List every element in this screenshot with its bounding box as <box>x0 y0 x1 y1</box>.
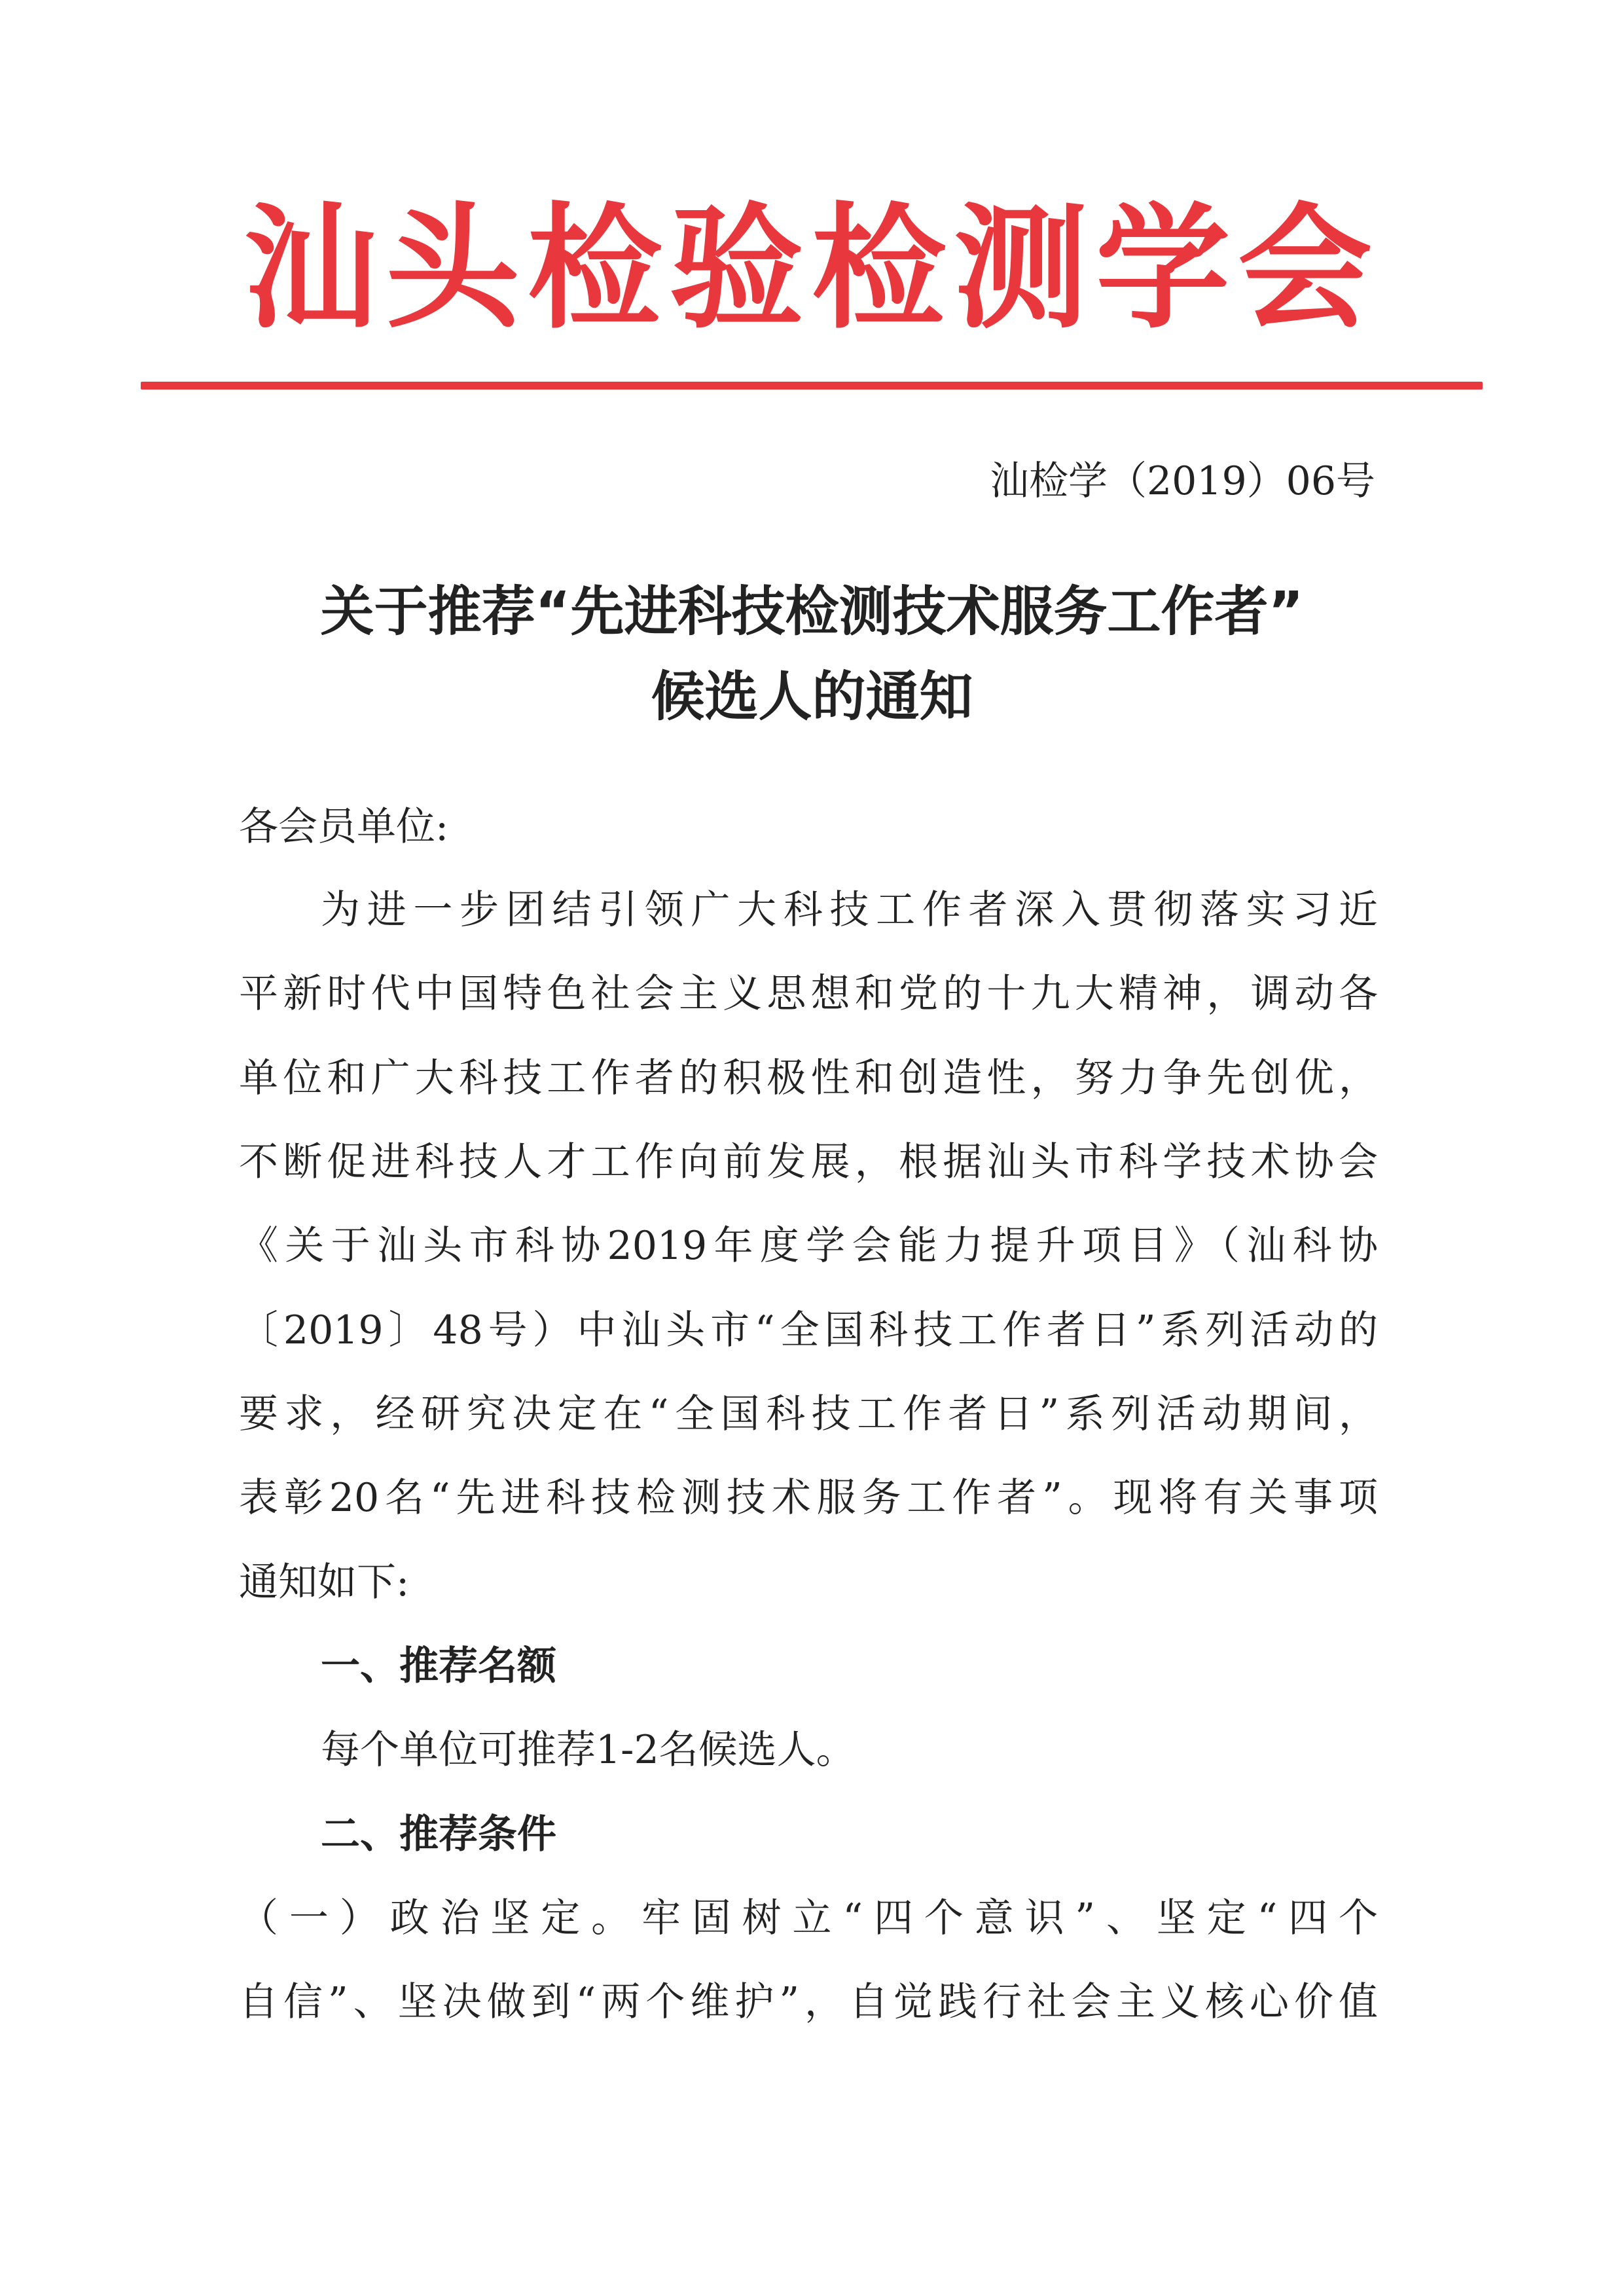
letterhead-red-rule <box>141 382 1483 390</box>
paragraph-1-line: 为进一步团结引领广大科技工作者深入贯彻落实习近 <box>321 887 1378 933</box>
salutation: 各会员单位: <box>239 804 449 850</box>
paragraph-1-line: 平新时代中国特色社会主义思想和党的十九大精神，调动各 <box>239 971 1378 1017</box>
paragraph-1-line: 要求，经研究决定在“全国科技工作者日”系列活动期间， <box>239 1391 1378 1437</box>
document-number: 汕检学（2019）06号 <box>989 458 1375 504</box>
section-1-heading: 一、推荐名额 <box>321 1643 556 1689</box>
section-2-line: （一）政治坚定。牢固树立“四个意识”、坚定“四个 <box>239 1895 1378 1941</box>
letterhead-org-name: 汕头检验检测学会 <box>244 190 1380 347</box>
paragraph-1-line: 〔2019〕48号）中汕头市“全国科技工作者日”系列活动的 <box>239 1307 1378 1353</box>
paragraph-1-line: 表彰20名“先进科技检测技术服务工作者”。现将有关事项 <box>239 1475 1378 1521</box>
section-1-text: 每个单位可推荐1-2名候选人。 <box>321 1727 856 1773</box>
paragraph-1-line: 《关于汕头市科协2019年度学会能力提升项目》（汕科协 <box>239 1223 1378 1269</box>
notice-title-line-2: 候选人的通知 <box>651 666 973 728</box>
paragraph-1-line: 通知如下: <box>239 1559 410 1605</box>
section-2-heading: 二、推荐条件 <box>321 1812 556 1857</box>
paragraph-1-line: 单位和广大科技工作者的积极性和创造性，努力争先创优， <box>239 1055 1378 1101</box>
section-2-line: 自信”、坚决做到“两个维护”，自觉践行社会主义核心价值 <box>239 1979 1378 2025</box>
paragraph-1-line: 不断促进科技人才工作向前发展，根据汕头市科学技术协会 <box>239 1139 1378 1185</box>
notice-title-line-1: 关于推荐“先进科技检测技术服务工作者” <box>320 581 1304 643</box>
